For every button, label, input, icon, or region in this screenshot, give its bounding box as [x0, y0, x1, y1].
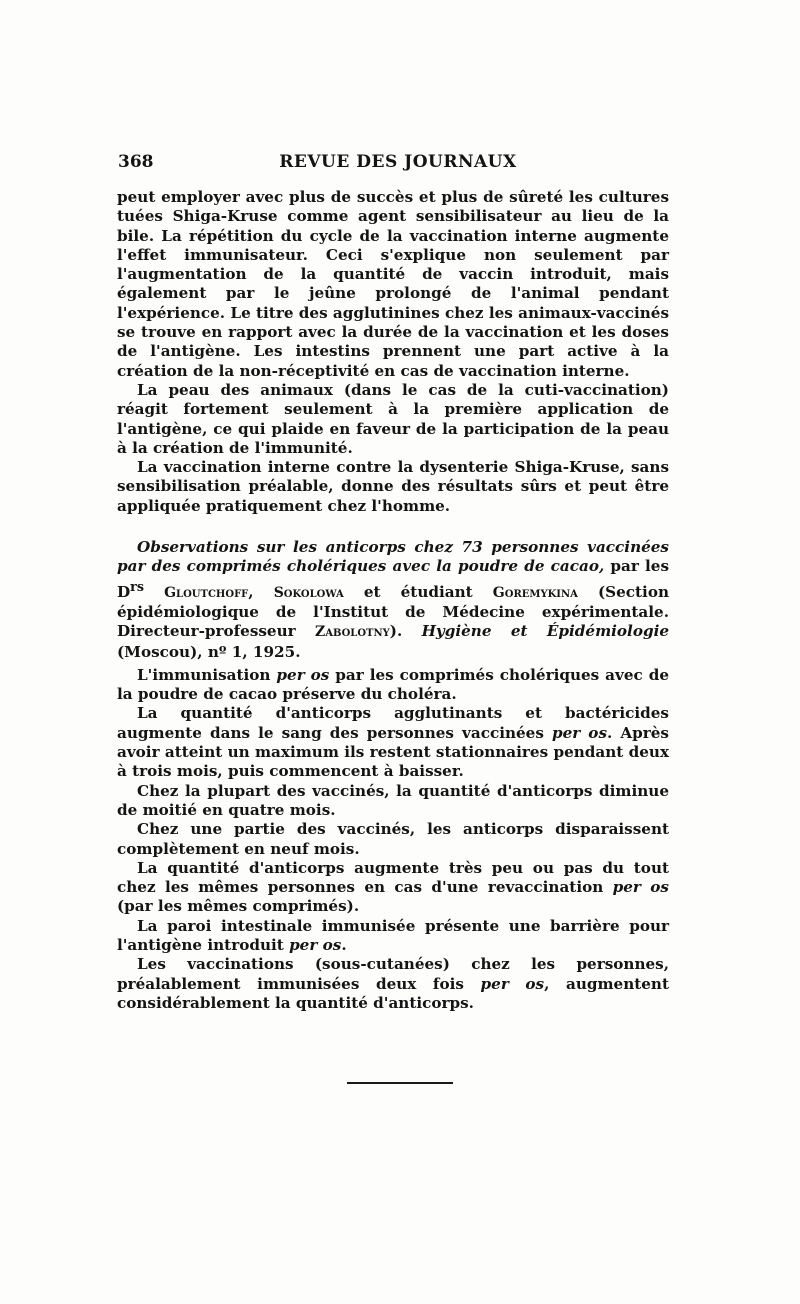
journal-title: REVUE DES JOURNAUX: [279, 152, 517, 172]
finding-5-text-a: La quantité d'anticorps augmente très peu ou pas du tout chez les mêmes personnes en cas d'une revaccination: [117, 858, 669, 897]
paragraph-dysentery-vaccination: La vaccination interne contre la dysenterie Shiga-Kruse, sans sensibilisation préalable, donne des résultats sûrs et peut être appliquée pratiquement chez l'homme.: [117, 458, 669, 515]
citation-by: par les D: [117, 557, 669, 601]
finding-6-per-os: per os: [289, 936, 342, 955]
citation-doctors-abbrev: rs: [130, 578, 144, 594]
finding-2-per-os: per os: [551, 723, 607, 742]
finding-6-text-a: La paroi intestinale immunisée présente une barrière pour l'antigène introduit: [117, 916, 669, 955]
finding-6: [117, 917, 669, 956]
finding-4: Chez une partie des vaccinés, les anticorps disparaissent complètement en neuf mois.: [117, 820, 669, 858]
citation-affiliation: (Section épidémiologique de l'Institut de Médecine expérimentale. Directeur-professeur: [117, 582, 669, 641]
finding-2: [117, 704, 669, 781]
running-head: [118, 152, 678, 176]
paragraph-continuation: peut employer avec plus de succès et plus de sûreté les cultures tuées Shiga-Kruse comme agent sensibilisateur au lieu de la bile. La répétition du cycle de la vaccination interne augmente l'effet immunisateur. Ceci s'explique non seulement par l'augmentation de la quantité de vaccin introduit, mais également par le jeûne prolongé de l'animal pendant l'expérience. Le titre des agglutinines chez les animaux-vaccinés se trouve en rapport avec la durée de la vaccination et les doses de l'antigène. Les intestins prennent une part active à la création de la non-réceptivité en cas de vaccination interne.: [117, 188, 669, 380]
finding-7: [117, 955, 669, 1013]
journal-name: Hygiène et Épidémiologie: [421, 622, 670, 641]
body-text: [117, 188, 669, 1013]
section-gap: [117, 516, 669, 538]
citation-separator: ,: [248, 582, 274, 601]
finding-5-text-b: (par les mêmes comprimés).: [117, 897, 360, 916]
finding-3: Chez la plupart des vaccinés, la quantité d'anticorps diminue de moitié en quatre mois.: [117, 781, 669, 819]
citation-close: ).: [389, 622, 422, 641]
journal-details: (Moscou), nº 1, 1925.: [117, 642, 301, 661]
finding-1-per-os: per os: [276, 665, 330, 684]
director-zabolotny: Zabolotny: [314, 624, 390, 641]
finding-6-text-b: .: [341, 936, 347, 955]
finding-5-per-os: per os: [612, 878, 669, 897]
article-citation: [117, 538, 669, 662]
finding-7-text-b: , augmentent considérablement la quantité d'anticorps.: [117, 974, 669, 1012]
author-gloutchoff: Gloutchoff: [164, 584, 249, 601]
finding-1-text-b: par les comprimés cholériques avec de la poudre de cacao préserve du choléra.: [117, 665, 669, 704]
finding-1-text-a: L'immunisation: [137, 665, 277, 684]
citation-and-student: et étudiant: [343, 582, 493, 601]
finding-7-per-os: per os: [480, 974, 545, 993]
finding-1: [117, 666, 669, 705]
finding-2-text-b: . Après avoir atteint un maximum ils restent stationnaires pendant deux à trois mois, puis commencent à baisser.: [117, 723, 669, 781]
finding-7-text-a: Les vaccinations (sous-cutanées) chez les personnes, préalablement immunisées deux fois: [117, 955, 669, 993]
paragraph-skin-reaction: La peau des animaux (dans le cas de la cuti-vaccination) réagit fortement seulement à la première application de l'antigène, ce qui plaide en faveur de la participation de la peau à la création de l'immunité.: [117, 380, 669, 457]
end-rule: [347, 1082, 453, 1084]
author-sokolowa: Sokolowa: [273, 584, 344, 601]
page-number: 368: [118, 152, 154, 172]
finding-2-text-a: La quantité d'anticorps agglutinants et bactéricides augmente dans le sang des personnes vaccinées: [117, 704, 669, 742]
author-goremykina: Goremykina: [492, 584, 578, 601]
finding-5: [117, 859, 669, 917]
article-title: Observations sur les anticorps chez 73 personnes vaccinées par des comprimés cholériques avec la poudre de cacao,: [117, 538, 669, 576]
